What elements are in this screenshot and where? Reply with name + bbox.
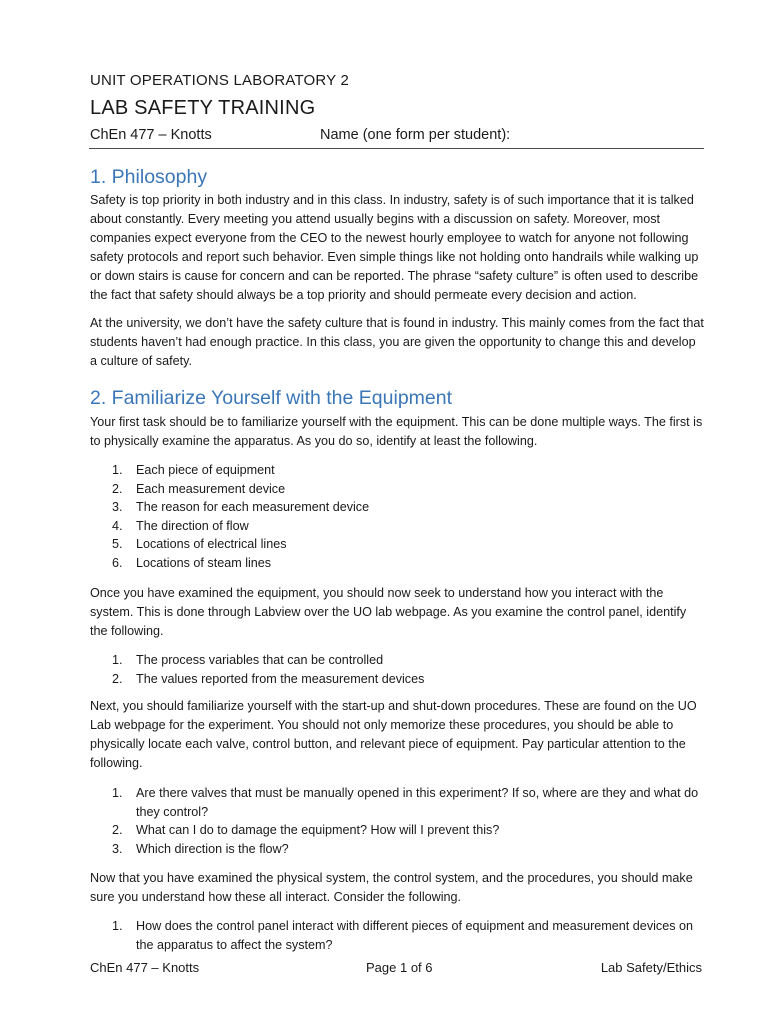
procedure-checklist — [90, 784, 704, 858]
list-item-text: The direction of flow — [136, 518, 249, 533]
section-heading-familiarize: 2. Familiarize Yourself with the Equipment — [90, 387, 453, 409]
list-item-text: The process variables that can be controlled — [136, 653, 384, 667]
list-item-number: 1. — [112, 653, 123, 667]
document-title: LAB SAFETY TRAINING — [90, 97, 316, 119]
familiarize-paragraph-1: Your first task should be to familiarize yourself with the equipment. This can be done multiple ways. The first is to physically examine the apparatus. As you do so, identify at least the following. — [90, 415, 703, 448]
list-item-number: 2. — [112, 671, 123, 686]
list-item — [90, 554, 704, 573]
list-item-text: The reason for each measurement device — [136, 500, 370, 515]
course-instructor: ChEn 477 – Knotts — [90, 127, 212, 143]
interaction-checklist — [90, 917, 704, 954]
list-item-number: 1. — [112, 786, 123, 800]
footer-doc-type: Lab Safety/Ethics — [600, 960, 702, 975]
list-item-number: 2. — [112, 481, 123, 496]
list-item-text: Locations of electrical lines — [136, 537, 287, 552]
list-item — [90, 670, 704, 689]
list-item — [90, 517, 704, 536]
list-item-number: 1. — [112, 463, 123, 477]
list-item — [90, 784, 704, 821]
list-item — [90, 917, 704, 954]
list-item-number: 5. — [112, 537, 123, 552]
name-field-label: Name (one form per student): — [320, 127, 511, 143]
list-item-number: 3. — [112, 841, 123, 856]
list-item-number: 3. — [112, 500, 123, 515]
list-item — [90, 821, 704, 840]
equipment-checklist — [90, 461, 704, 573]
footer-page-number: Page 1 of 6 — [366, 960, 433, 975]
control-panel-checklist — [90, 651, 704, 688]
list-item-number: 2. — [112, 823, 123, 838]
list-item-text: What can I do to damage the equipment? How will I prevent this? — [136, 823, 500, 838]
list-item-number: 1. — [112, 919, 123, 933]
familiarize-paragraph-3: Next, you should familiarize yourself with the start-up and shut-down procedures. These are found on the UO Lab webpage for the experiment. You should not only memorize these procedures, you should be able to physically locate each valve, control button, and relevant piece of equipment. Pay particular attention to the following. — [90, 699, 697, 770]
header-divider — [89, 148, 704, 149]
list-item — [90, 535, 704, 554]
list-item-text: Each piece of equipment — [136, 463, 275, 477]
list-item-number: 4. — [112, 518, 123, 533]
list-item-text: How does the control panel interact with different pieces of equipment and measurement devices on the apparatus to affect the system? — [136, 919, 694, 952]
list-item — [90, 651, 704, 670]
list-item — [90, 461, 704, 480]
familiarize-paragraph-4: Now that you have examined the physical system, the control system, and the procedures, you should make sure you understand how these all interact. Consider the following. — [90, 871, 693, 904]
list-item — [90, 840, 704, 859]
list-item-text: Which direction is the flow? — [136, 841, 289, 856]
philosophy-paragraph-2: At the university, we don’t have the safety culture that is found in industry. This mainly comes from the fact that students haven’t had enough practice. In this class, you are given the opportunity to change this and develop a culture of safety. — [90, 316, 704, 368]
list-item-text: Locations of steam lines — [136, 555, 272, 570]
list-item-number: 6. — [112, 555, 123, 570]
familiarize-paragraph-2: Once you have examined the equipment, you should now seek to understand how you interact with the system. This is done through Labview over the UO lab webpage. As you examine the control panel, identify the following. — [90, 586, 687, 638]
list-item-text: The values reported from the measurement devices — [136, 671, 425, 686]
section-heading-philosophy: 1. Philosophy — [90, 166, 208, 188]
footer-course: ChEn 477 – Knotts — [90, 960, 200, 975]
list-item — [90, 480, 704, 499]
course-name: UNIT OPERATIONS LABORATORY 2 — [90, 72, 350, 89]
list-item-text: Each measurement device — [136, 481, 286, 496]
list-item — [90, 498, 704, 517]
philosophy-paragraph-1: Safety is top priority in both industry and in this class. In industry, safety is of such importance that it is talked about constantly. Every meeting you attend usually begins with a discussion on safety. Moreover, most companies expect everyone from the CEO to the newest hourly employee to watch for anyone not following safety protocols and report such behavior. Even simple things like not holding onto handrails while walking up or down stairs is cause for concern and can be reported. The phrase “safety culture” is often used to describe the fact that safety should always be a top priority and should permeate every decision and action. — [90, 193, 699, 302]
list-item-text: Are there valves that must be manually opened in this experiment? If so, where are they and what do they control? — [136, 786, 699, 819]
